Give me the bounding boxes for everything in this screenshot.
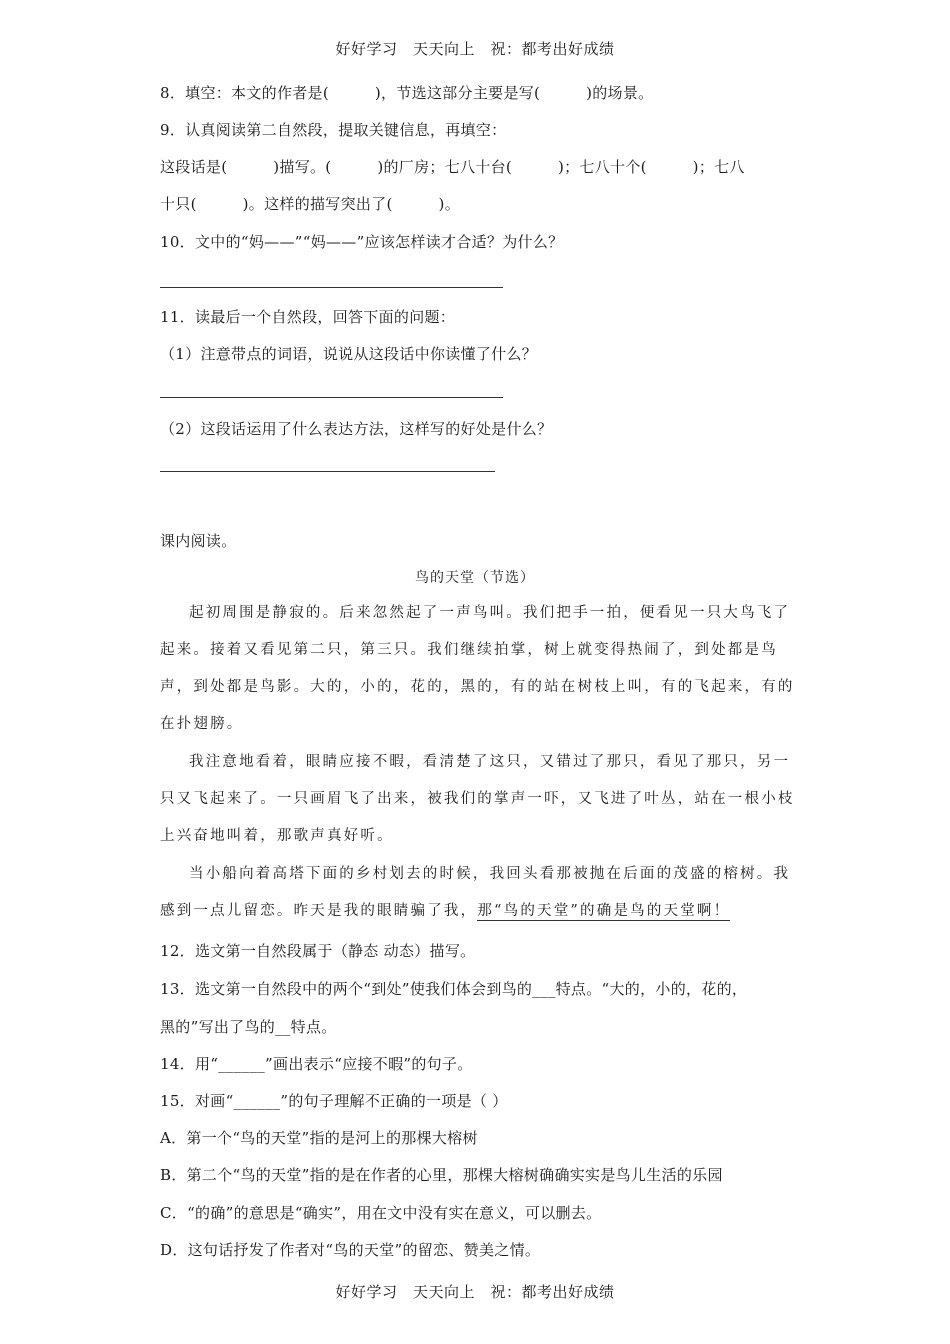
question-14: 14．用“______”画出表示“应接不暇”的句子。 [160, 1055, 473, 1073]
passage-paragraph-2: 我注意地看着，眼睛应接不暇，看清楚了这只，又错过了那只，看见了那只，另一只又飞起来了。一只画眉飞了出来，被我们的掌声一吓，又飞进了叶丛，站在一根小枝上兴奋地叫着，那歌声真好听。 [160, 754, 795, 844]
question-13-line-2: 黑的”写出了鸟的__特点。 [160, 1018, 337, 1036]
passage-title: 鸟的天堂（节选） [415, 570, 535, 586]
passage-paragraph-1: 起初周围是静寂的。后来忽然起了一声鸟叫。我们把手一拍，便看见一只大鸟飞了起来。接着又看见第二只，第三只。我们继续拍掌，树上就变得热闹了，到处都是鸟声，到处都是鸟影。大的，小的，花的，黑的，有的站在树枝上叫，有的飞起来，有的在扑翅膀。 [160, 605, 795, 732]
section-label: 课内阅读。 [160, 532, 237, 550]
question-11-part-2: （2）这段话运用了什么表达方法，这样写的好处是什么？ [160, 420, 553, 438]
option-d: D．这句话抒发了作者对“鸟的天堂”的留恋、赞美之情。 [160, 1241, 541, 1259]
question-11-part-1: （1）注意带点的词语，说说从这段话中你读懂了什么？ [160, 345, 538, 363]
answer-line-q11-2 [160, 471, 495, 472]
option-c: C．“的确”的意思是“确实”，用在文中没有实在意义，可以删去。 [160, 1204, 602, 1222]
option-a: A．第一个“鸟的天堂”指的是河上的那棵大榕树 [160, 1129, 478, 1147]
answer-line-q10 [160, 287, 503, 288]
page-header: 好好学习 天天向上 祝：都考出好成绩 [335, 40, 615, 58]
question-8: 8．填空：本文的作者是( )，节选这部分主要是写( )的场景。 [160, 84, 654, 102]
option-b: B．第二个“鸟的天堂”指的是在作者的心里，那棵大榕树确确实实是鸟儿生活的乐园 [160, 1166, 723, 1184]
question-11: 11．读最后一个自然段，回答下面的问题： [160, 308, 456, 326]
page-footer: 好好学习 天天向上 祝：都考出好成绩 [335, 1283, 615, 1301]
question-9: 9．认真阅读第二自然段，提取关键信息，再填空： [160, 121, 507, 139]
question-10: 10．文中的“妈——”“妈——”应该怎样读才合适？为什么？ [160, 233, 564, 251]
passage-paragraph-3 [160, 856, 800, 930]
question-13-line-1: 13．选文第一自然段中的两个“到处”使我们体会到鸟的___特点。“大的，小的，花的， [160, 980, 748, 998]
paragraph-3-text: 当小船向着高塔下面的乡村划去的时候，我回头看那被抛在后面的茂盛的榕树。我感到一点儿留恋。昨天是我的眼睛骗了我， [160, 866, 791, 919]
question-12: 12．选文第一自然段属于（静态 动态）描写。 [160, 942, 476, 960]
underlined-sentence: 那“鸟的天堂”的确是鸟的天堂啊！ [477, 903, 731, 919]
question-9-fill-line-1: 这段话是( )描写。( )的厂房；七八十台( )；七八十个( )；七八 [160, 158, 745, 176]
answer-line-q11-1 [160, 397, 503, 398]
question-9-fill-line-2: 十只( )。这样的描写突出了( )。 [160, 195, 461, 213]
question-15: 15．对画“______”的句子理解不正确的一项是（ ） [160, 1092, 508, 1110]
